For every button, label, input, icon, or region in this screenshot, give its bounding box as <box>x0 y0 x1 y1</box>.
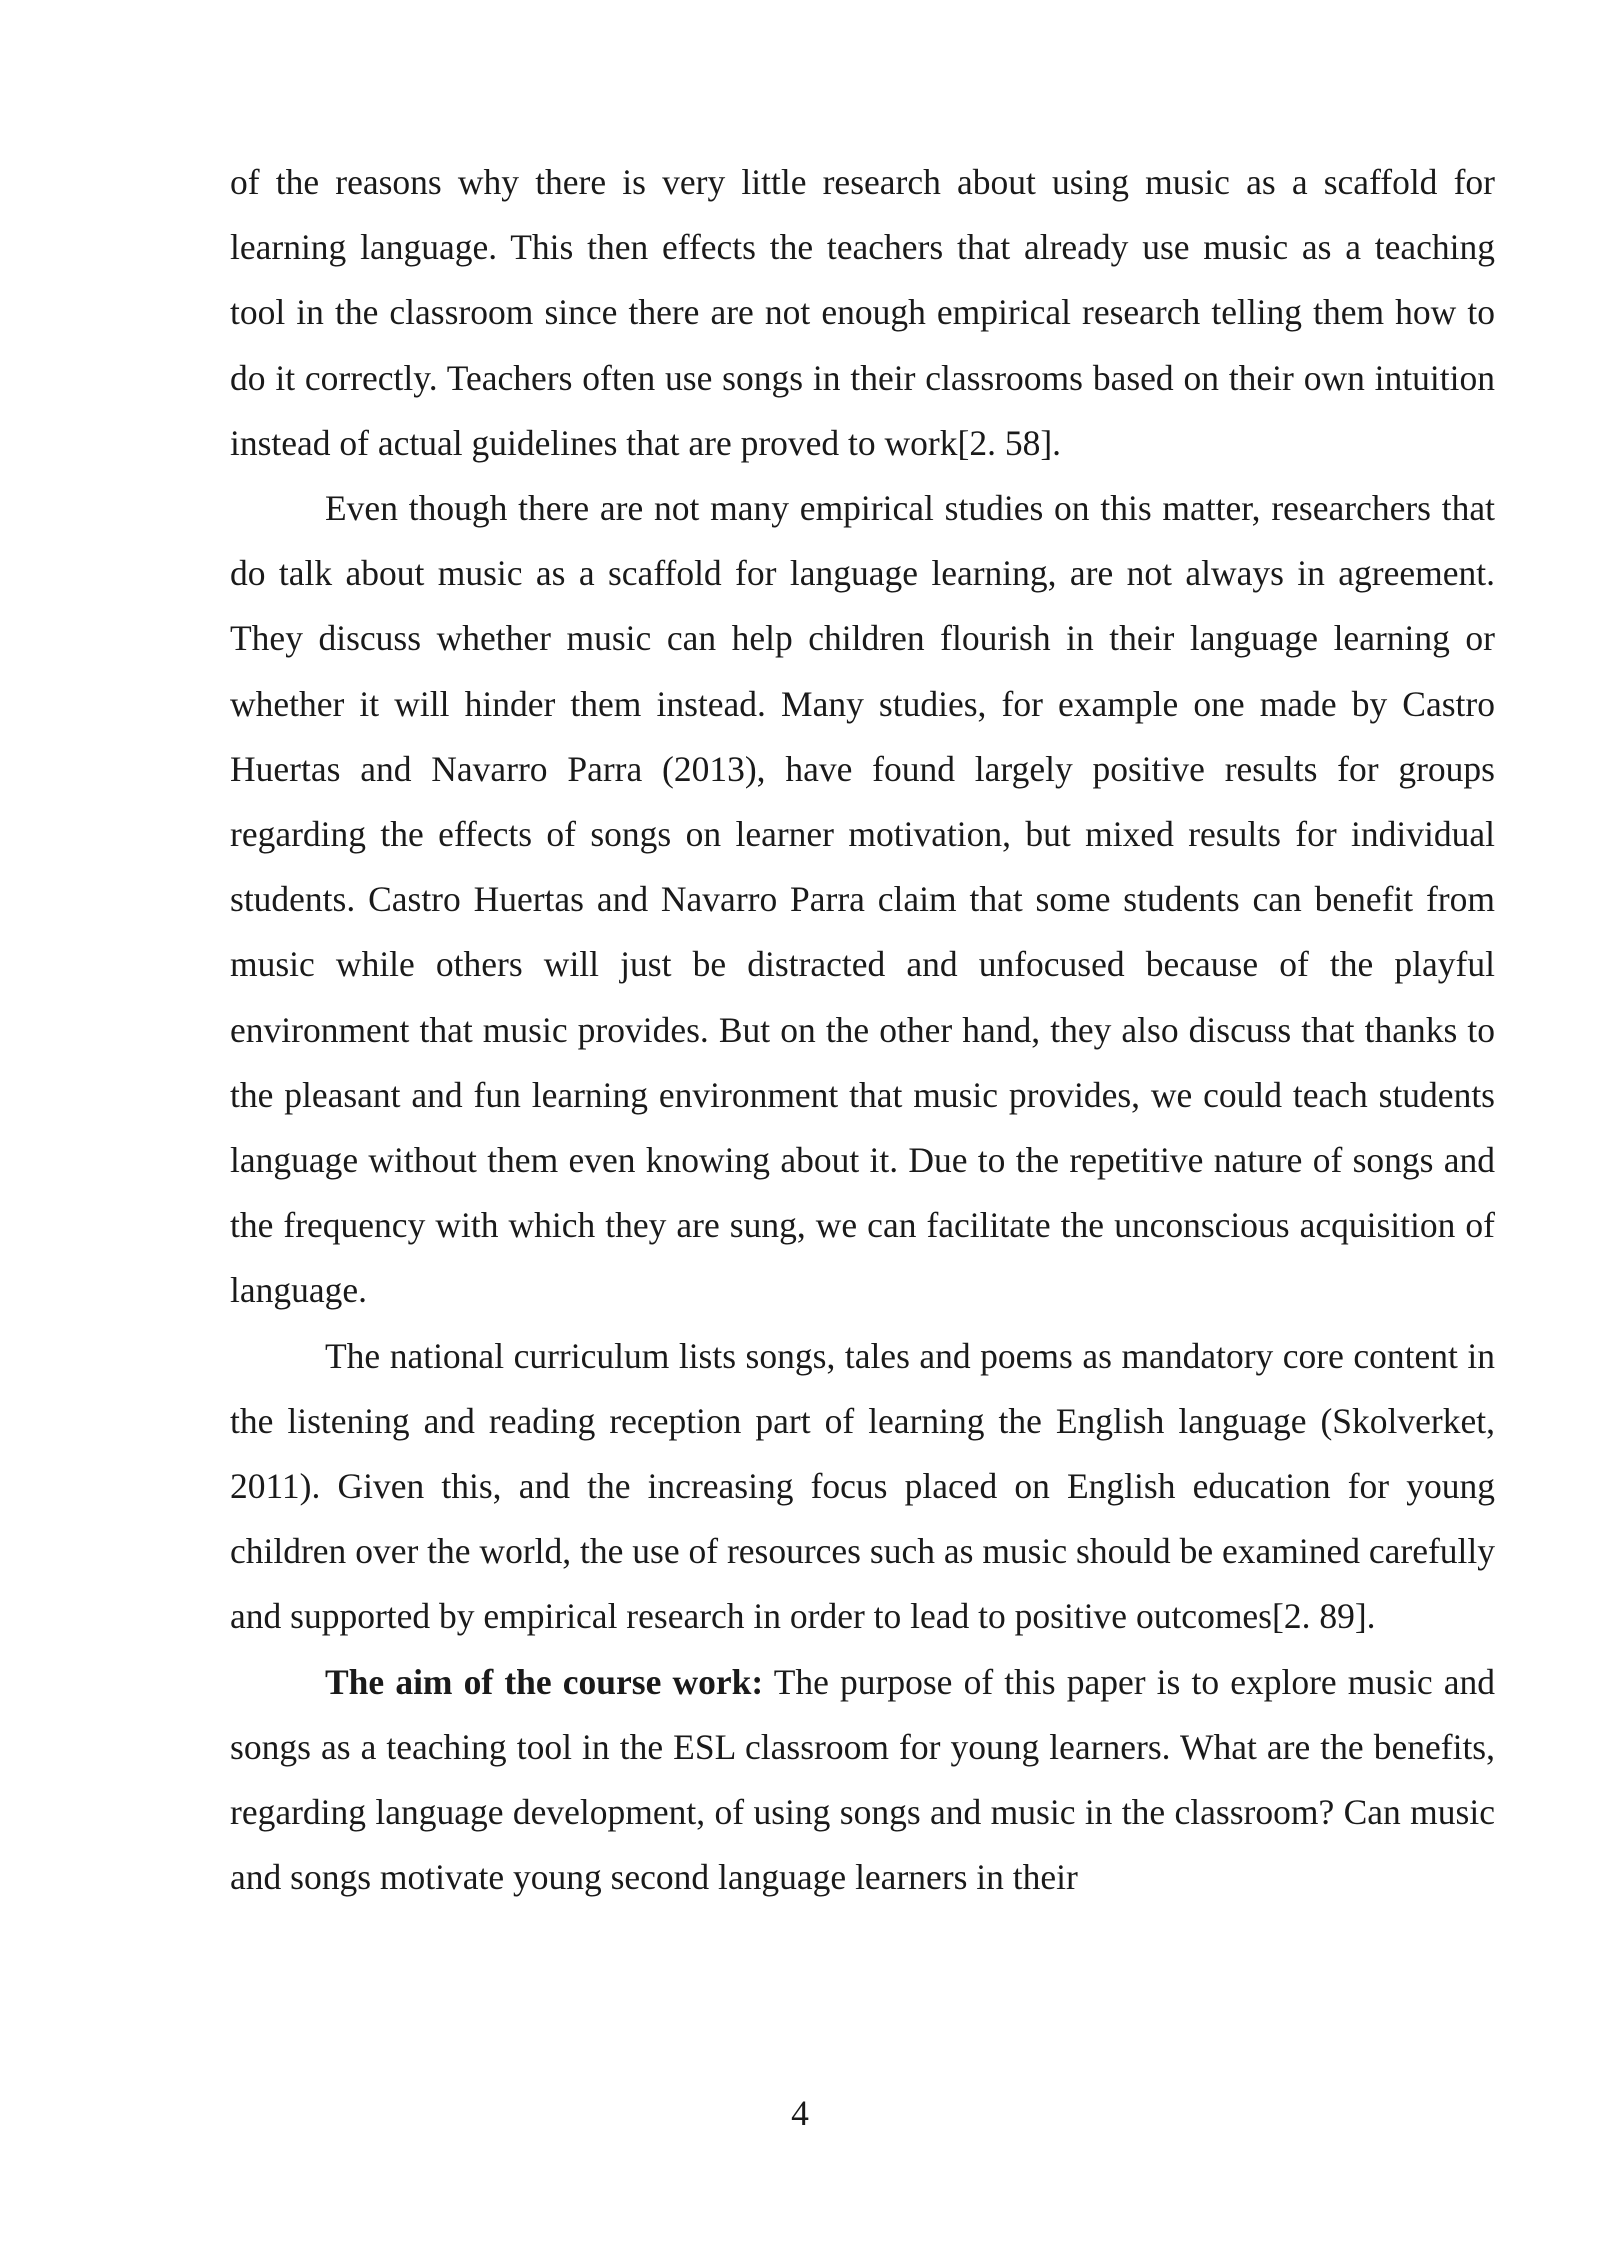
paragraph-1-text: of the reasons why there is very little research about using music as a scaffold for learning language. This then effects the teachers that already use music as a teaching tool in the classroom since there are not enough empirical research telling them how to do it correctly. Teachers often use songs in their classrooms based on their own intuition instead of actual guidelines that are proved to work[2. 58]. <box>230 162 1495 463</box>
body-text <box>230 150 1495 1910</box>
paragraph-4-text: The purpose of this paper is to explore music and songs as a teaching tool in the ESL classroom for young learners. What are the benefits, regarding language development, of using songs and music in the classroom? Can music and songs motivate young second language learners in their <box>230 1661 1495 1898</box>
paragraph-4-lead: The aim of the course work: <box>325 1661 764 1702</box>
paragraph-2-text: Even though there are not many empirical studies on this matter, researchers that do talk about music as a scaffold for language learning, are not always in agreement. They discuss whether music can help children flourish in their language learning or whether it will hinder them instead. Many studies, for example one made by Castro Huertas and Navarro Parra (2013), have found largely positive results for groups regarding the effects of songs on learner motivation, but mixed results for individual students. Castro Huertas and Navarro Parra claim that some students can benefit from music while others will just be distracted and unfocused because of the playful environment that music provides. But on the other hand, they also discuss that thanks to the pleasant and fun learning environment that music provides, we could teach students language without them even knowing about it. Due to the repetitive nature of songs and the frequency with which they are sung, we can facilitate the unconscious acquisition of language. <box>230 488 1495 1311</box>
paragraph-3 <box>230 1324 1495 1650</box>
paragraph-2 <box>230 476 1495 1324</box>
paragraph-3-text: The national curriculum lists songs, tales and poems as mandatory core content in the listening and reading reception part of learning the English language (Skolverket, 2011). Given this, and the increasing focus placed on English education for young children over the world, the use of resources such as music should be examined carefully and supported by empirical research in order to lead to positive outcomes[2. 89]. <box>230 1335 1495 1637</box>
paragraph-1 <box>230 150 1495 476</box>
paragraph-4 <box>230 1650 1495 1911</box>
page-number: 4 <box>791 2093 809 2133</box>
